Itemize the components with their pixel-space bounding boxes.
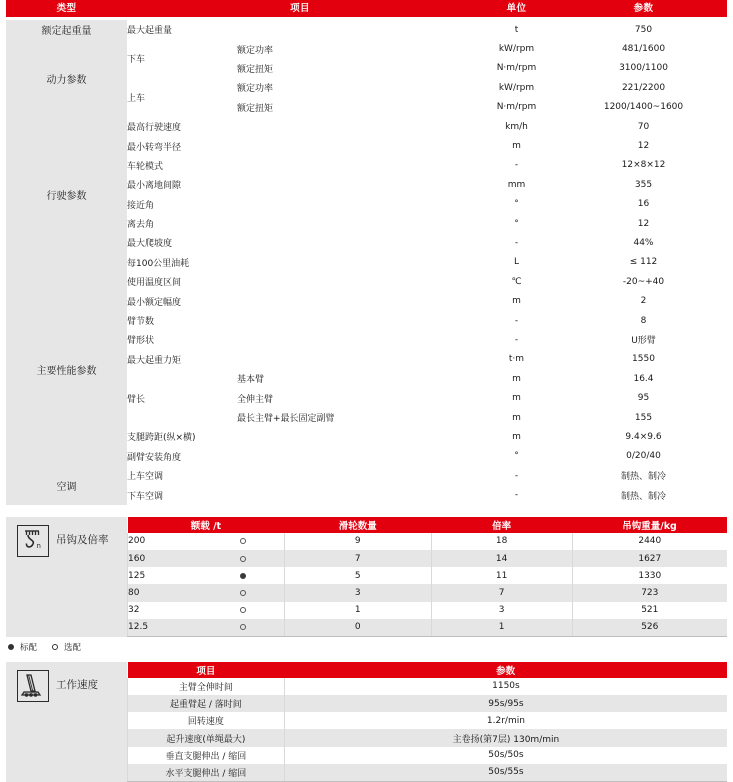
hook-table-row [128,567,728,584]
hook-ratio-cell: 3 [431,602,572,619]
spec-value-cell: 制热、制冷 [560,466,727,485]
spec-unit-cell: km/h [473,117,560,136]
spec-value-cell: 155 [560,408,727,427]
hook-ratio-cell: 18 [431,533,572,550]
speed-item-cell: 回转速度 [128,712,285,729]
main-spec-table [6,0,727,505]
main-table-body [6,20,727,505]
spec-row [6,466,727,485]
header-unit: 单位 [473,0,560,17]
spec-unit-cell: - [473,330,560,349]
crane-boom-icon [17,670,49,702]
optional-marker-icon [240,607,246,613]
speed-table-row [128,729,728,746]
hook-table-row [128,584,728,601]
spec-item-cell: 额定功率 [237,78,473,97]
spec-item-cell: 下车空调 [127,485,473,504]
speed-column-header: 项目 [128,662,285,678]
spec-value-cell: 1550 [560,350,727,369]
spec-value-cell: 355 [560,175,727,194]
spec-item-cell: 全伸主臂 [237,388,473,407]
hook-weight-cell: 526 [572,619,727,637]
spec-subgroup-cell: 上车 [127,78,237,117]
speed-item-cell: 起重臂起 / 落时间 [128,695,285,712]
spec-value-cell: 70 [560,117,727,136]
spec-value-cell: 16.4 [560,369,727,388]
hook-load-cell [128,550,285,567]
hook-ratio-cell: 11 [431,567,572,584]
speed-item-cell: 起升速度(单绳最大) [128,729,285,746]
hook-load-value: 125 [128,570,146,581]
hook-table-header [128,517,728,533]
speed-table-row [128,678,728,695]
hook-ratio-cell: 7 [431,584,572,601]
hook-load-cell [128,619,285,637]
spec-unit-cell: kW/rpm [473,78,560,97]
spec-item-cell: 车轮模式 [127,156,473,175]
hook-table-row [128,602,728,619]
spec-unit-cell: mm [473,175,560,194]
spec-unit-cell: ° [473,214,560,233]
hook-load-cell [128,567,285,584]
spec-item-cell: 最大起重力矩 [127,350,473,369]
optional-marker-icon [52,644,58,650]
hook-sheaves-cell: 5 [284,567,431,584]
hook-table [127,517,727,637]
hook-column-header: 吊钩重量/kg [572,517,727,533]
spec-unit-cell: m [473,136,560,155]
speed-value-cell: 主卷扬(第7层) 130m/min [284,729,727,746]
spec-item-cell: 臂形状 [127,330,473,349]
standard-marker-icon [240,573,246,579]
spec-unit-cell: m [473,291,560,310]
spec-item-cell: 最大爬坡度 [127,233,473,252]
hook-load-cell [128,533,285,550]
spec-category-cell: 行驶参数 [6,117,127,272]
spec-item-cell: 最高行驶速度 [127,117,473,136]
spec-unit-cell: L [473,253,560,272]
hook-load-value: 80 [128,587,140,598]
speed-table-row [128,695,728,712]
hook-weight-cell: 521 [572,602,727,619]
spec-value-cell: 1200/1400~1600 [560,98,727,117]
spec-value-cell: 221/2200 [560,78,727,97]
hook-load-cell [128,602,285,619]
speed-table-body [128,678,728,782]
spec-subgroup-cell: 臂长 [127,369,237,427]
speed-item-cell: 垂直支腿伸出 / 缩回 [128,747,285,764]
hook-load-cell [128,584,285,601]
spec-item-cell: 最小转弯半径 [127,136,473,155]
legend-optional-label: 选配 [64,642,82,653]
spec-unit-cell: - [473,466,560,485]
spec-item-cell: 最小离地间隙 [127,175,473,194]
header-item: 项目 [127,0,473,17]
spec-value-cell: 12 [560,214,727,233]
main-table-header [6,0,727,20]
spec-unit-cell: - [473,156,560,175]
hook-ratio-cell: 1 [431,619,572,637]
spec-value-cell: 95 [560,388,727,407]
hook-block-title: 吊钩及倍率 [56,533,109,546]
spec-item-cell: 额定扭矩 [237,59,473,78]
optional-marker-icon [240,556,246,562]
spec-category-cell: 额定起重量 [6,20,127,39]
spec-row [6,117,727,136]
spec-unit-cell: - [473,311,560,330]
spec-unit-cell: m [473,388,560,407]
spec-row [6,39,727,58]
legend-standard-label: 标配 [20,642,38,653]
spec-unit-cell: ° [473,447,560,466]
hook-sheaves-cell: 9 [284,533,431,550]
crane-hook-icon [17,525,49,557]
speed-value-cell: 50s/55s [284,764,727,782]
spec-item-cell: 额定功率 [237,39,473,58]
section-spacer-2 [0,653,733,662]
spec-row [6,20,727,39]
optional-marker-icon [240,590,246,596]
hook-table-body [128,533,728,637]
hook-sheaves-cell: 7 [284,550,431,567]
spec-value-cell: 481/1600 [560,39,727,58]
spec-item-cell: 副臂安装角度 [127,447,473,466]
speed-table-row [128,764,728,782]
hook-sheaves-cell: 1 [284,602,431,619]
section-spacer-1 [0,505,733,517]
spec-unit-cell: t [473,20,560,39]
header-parameter: 参数 [560,0,727,17]
optional-marker-icon [240,624,246,630]
hook-load-value: 160 [128,553,146,564]
svg-text:n: n [36,541,41,550]
spec-item-cell: 最大起重量 [127,20,473,39]
hook-block-label [6,517,127,637]
hook-block [6,517,727,637]
hook-column-header: 额载 /t [128,517,285,533]
hook-load-value: 12.5 [128,622,149,633]
spec-unit-cell: m [473,427,560,446]
spec-value-cell: 9.4×9.6 [560,427,727,446]
spec-row [6,272,727,291]
speed-value-cell: 1.2r/min [284,712,727,729]
spec-unit-cell: ° [473,195,560,214]
speed-column-header: 参数 [284,662,727,678]
spec-value-cell: -20~+40 [560,272,727,291]
spec-item-cell: 基本臂 [237,369,473,388]
speed-item-cell: 水平支腿伸出 / 缩回 [128,764,285,782]
hook-table-row [128,619,728,637]
spec-item-cell: 支腿跨距(纵×横) [127,427,473,446]
spec-item-cell: 臂节数 [127,311,473,330]
hook-weight-cell: 1627 [572,550,727,567]
spec-item-cell: 每100公里油耗 [127,253,473,272]
speed-table-header [128,662,728,678]
speed-table-row [128,747,728,764]
spec-unit-cell: kW/rpm [473,39,560,58]
spec-category-cell: 空调 [6,466,127,505]
hook-ratio-cell: 14 [431,550,572,567]
spec-item-cell: 最长主臂+最长固定副臂 [237,408,473,427]
spec-item-cell: 上车空调 [127,466,473,485]
optional-marker-icon [240,538,246,544]
hook-sheaves-cell: 0 [284,619,431,637]
hook-column-header: 滑轮数量 [284,517,431,533]
spec-unit-cell: - [473,485,560,504]
hook-weight-cell: 723 [572,584,727,601]
spec-value-cell: 44% [560,233,727,252]
spec-value-cell: 16 [560,195,727,214]
speed-table-row [128,712,728,729]
spec-item-cell: 离去角 [127,214,473,233]
hook-load-value: 32 [128,605,140,616]
spec-unit-cell: t·m [473,350,560,369]
spec-category-cell: 动力参数 [6,39,127,117]
spec-item-cell: 接近角 [127,195,473,214]
hook-load-value: 200 [128,536,146,547]
hook-column-header: 倍率 [431,517,572,533]
hook-sheaves-cell: 3 [284,584,431,601]
spec-item-cell: 使用温度区间 [127,272,473,291]
standard-marker-icon [8,644,14,650]
hook-weight-cell: 1330 [572,567,727,584]
speed-block-title: 工作速度 [56,678,98,691]
speed-value-cell: 95s/95s [284,695,727,712]
spec-unit-cell: m [473,408,560,427]
speed-item-cell: 主臂全伸时间 [128,678,285,695]
spec-value-cell: 制热、制冷 [560,485,727,504]
spec-unit-cell: N·m/rpm [473,98,560,117]
spec-item-cell: 额定扭矩 [237,98,473,117]
spec-subgroup-cell: 下车 [127,39,237,78]
header-type: 类型 [6,0,127,17]
spec-unit-cell: N·m/rpm [473,59,560,78]
spec-value-cell: 3100/1100 [560,59,727,78]
spec-value-cell: 2 [560,291,727,310]
spec-value-cell: U形臂 [560,330,727,349]
spec-unit-cell: m [473,369,560,388]
spec-item-cell: 最小额定幅度 [127,291,473,310]
speed-value-cell: 50s/50s [284,747,727,764]
spec-category-cell: 主要性能参数 [6,272,127,466]
hook-legend [8,641,733,653]
spec-value-cell: 12 [560,136,727,155]
spec-value-cell: 12×8×12 [560,156,727,175]
hook-weight-cell: 2440 [572,533,727,550]
hook-table-row [128,550,728,567]
spec-unit-cell: ℃ [473,272,560,291]
spec-value-cell: 750 [560,20,727,39]
speed-value-cell: 1150s [284,678,727,695]
spec-value-cell: 8 [560,311,727,330]
hook-table-row [128,533,728,550]
spec-value-cell: ≤ 112 [560,253,727,272]
spec-unit-cell: - [473,233,560,252]
spec-value-cell: 0/20/40 [560,447,727,466]
